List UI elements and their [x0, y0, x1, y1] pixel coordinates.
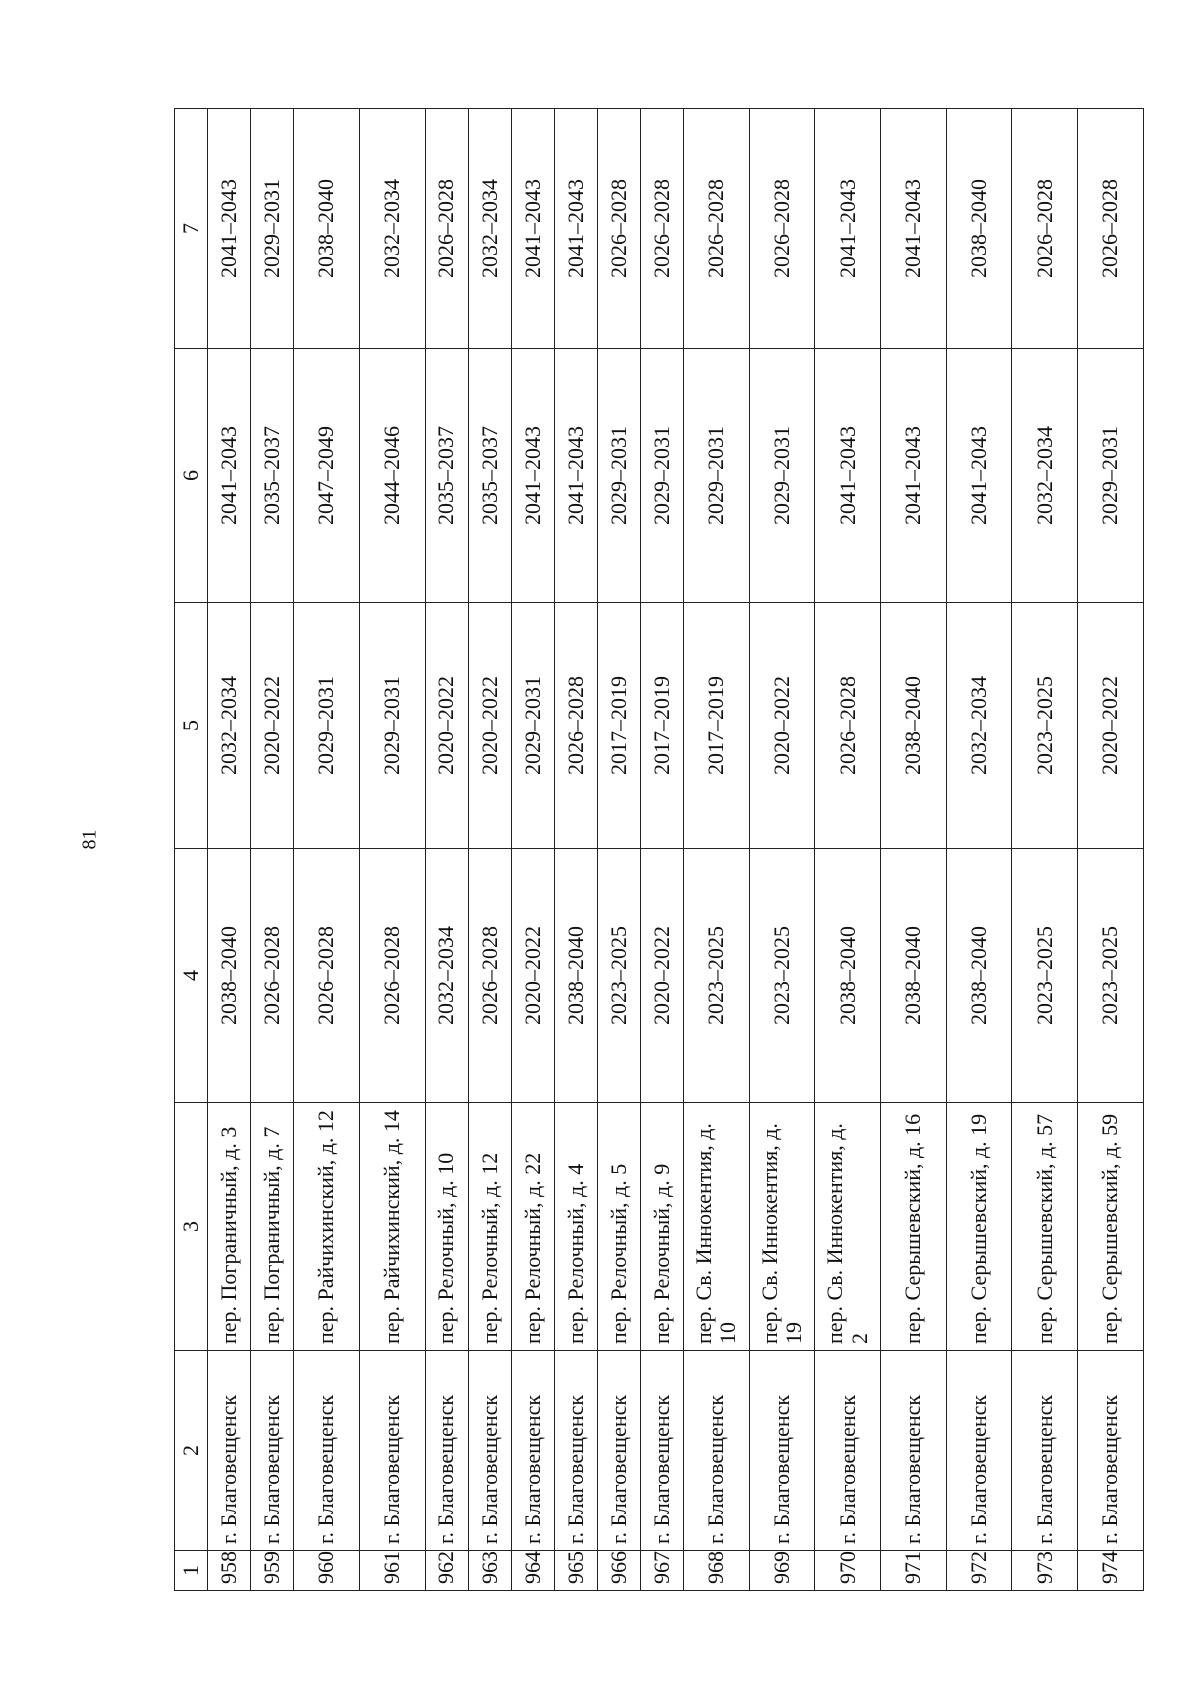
period-cell-5: 2020–2022	[749, 603, 815, 849]
row-number: 972	[946, 1551, 1012, 1591]
row-number: 974	[1078, 1551, 1144, 1591]
period-cell-6: 2035–2037	[251, 349, 294, 603]
city-cell: г. Благовещенск	[468, 1351, 511, 1551]
period-cell-7: 2026–2028	[425, 109, 468, 349]
address-cell: пер. Пограничный, д. 3	[208, 1103, 251, 1351]
address-cell: пер. Серышевский, д. 19	[946, 1103, 1012, 1351]
address-cell: пер. Релочный, д. 5	[597, 1103, 640, 1351]
period-cell-7: 2026–2028	[683, 109, 749, 349]
column-header: 5	[175, 603, 208, 849]
period-cell-7: 2032–2034	[468, 109, 511, 349]
period-cell-4: 2020–2022	[511, 849, 554, 1103]
address-cell: пер. Релочный, д. 4	[554, 1103, 597, 1351]
row-number: 969	[749, 1551, 815, 1591]
table-row	[880, 109, 946, 1591]
period-cell-4: 2026–2028	[468, 849, 511, 1103]
period-cell-4: 2023–2025	[1012, 849, 1078, 1103]
period-cell-4: 2026–2028	[294, 849, 360, 1103]
table-row	[640, 109, 683, 1591]
period-cell-6: 2041–2043	[511, 349, 554, 603]
period-cell-6: 2029–2031	[683, 349, 749, 603]
table-row	[208, 109, 251, 1591]
period-cell-6: 2029–2031	[749, 349, 815, 603]
period-cell-7: 2041–2043	[208, 109, 251, 349]
period-cell-4: 2020–2022	[640, 849, 683, 1103]
period-cell-5: 2026–2028	[554, 603, 597, 849]
column-header: 6	[175, 349, 208, 603]
table-row	[294, 109, 360, 1591]
address-cell: пер. Релочный, д. 22	[511, 1103, 554, 1351]
city-cell: г. Благовещенск	[425, 1351, 468, 1551]
period-cell-7: 2038–2040	[294, 109, 360, 349]
period-cell-6: 2029–2031	[640, 349, 683, 603]
table-row	[359, 109, 425, 1591]
table-row	[946, 109, 1012, 1591]
period-cell-5: 2020–2022	[425, 603, 468, 849]
address-cell: пер. Релочный, д. 9	[640, 1103, 683, 1351]
period-cell-5: 2038–2040	[880, 603, 946, 849]
period-cell-7: 2038–2040	[946, 109, 1012, 349]
city-cell: г. Благовещенск	[359, 1351, 425, 1551]
period-cell-6: 2029–2031	[1078, 349, 1144, 603]
period-cell-4: 2032–2034	[425, 849, 468, 1103]
city-cell: г. Благовещенск	[749, 1351, 815, 1551]
table-row	[683, 109, 749, 1591]
period-cell-6: 2029–2031	[597, 349, 640, 603]
city-cell: г. Благовещенск	[640, 1351, 683, 1551]
period-cell-6: 2047–2049	[294, 349, 360, 603]
city-cell: г. Благовещенск	[815, 1351, 881, 1551]
address-cell: пер. Серышевский, д. 57	[1012, 1103, 1078, 1351]
period-cell-4: 2038–2040	[815, 849, 881, 1103]
row-number: 973	[1012, 1551, 1078, 1591]
table-row	[1078, 109, 1144, 1591]
period-cell-4: 2023–2025	[683, 849, 749, 1103]
period-cell-5: 2026–2028	[815, 603, 881, 849]
address-cell: пер. Св. Иннокентия, д. 2	[815, 1103, 881, 1351]
period-cell-6: 2035–2037	[425, 349, 468, 603]
city-cell: г. Благовещенск	[251, 1351, 294, 1551]
period-cell-4: 2038–2040	[208, 849, 251, 1103]
table-row	[425, 109, 468, 1591]
data-table	[174, 108, 1144, 1591]
column-header: 7	[175, 109, 208, 349]
period-cell-5: 2029–2031	[359, 603, 425, 849]
period-cell-7: 2026–2028	[1012, 109, 1078, 349]
period-cell-7: 2041–2043	[554, 109, 597, 349]
city-cell: г. Благовещенск	[1078, 1351, 1144, 1551]
period-cell-7: 2026–2028	[1078, 109, 1144, 349]
rotated-table-frame	[174, 109, 1144, 1591]
period-cell-4: 2038–2040	[946, 849, 1012, 1103]
period-cell-4: 2023–2025	[749, 849, 815, 1103]
period-cell-4: 2038–2040	[880, 849, 946, 1103]
period-cell-7: 2026–2028	[640, 109, 683, 349]
period-cell-6: 2032–2034	[1012, 349, 1078, 603]
period-cell-5: 2020–2022	[468, 603, 511, 849]
row-number: 968	[683, 1551, 749, 1591]
period-cell-6: 2044–2046	[359, 349, 425, 603]
period-cell-4: 2026–2028	[251, 849, 294, 1103]
period-cell-5: 2029–2031	[294, 603, 360, 849]
address-cell: пер. Пограничный, д. 7	[251, 1103, 294, 1351]
period-cell-4: 2026–2028	[359, 849, 425, 1103]
period-cell-6: 2035–2037	[468, 349, 511, 603]
table-row	[815, 109, 881, 1591]
column-header: 1	[175, 1551, 208, 1591]
city-cell: г. Благовещенск	[880, 1351, 946, 1551]
row-number: 963	[468, 1551, 511, 1591]
address-cell: пер. Релочный, д. 10	[425, 1103, 468, 1351]
address-cell: пер. Серышевский, д. 59	[1078, 1103, 1144, 1351]
column-header: 3	[175, 1103, 208, 1351]
period-cell-7: 2026–2028	[749, 109, 815, 349]
period-cell-7: 2032–2034	[359, 109, 425, 349]
table-row	[749, 109, 815, 1591]
city-cell: г. Благовещенск	[1012, 1351, 1078, 1551]
period-cell-6: 2041–2043	[815, 349, 881, 603]
table-row	[511, 109, 554, 1591]
period-cell-4: 2038–2040	[554, 849, 597, 1103]
row-number: 970	[815, 1551, 881, 1591]
city-cell: г. Благовещенск	[597, 1351, 640, 1551]
row-number: 966	[597, 1551, 640, 1591]
page-number: 81	[78, 829, 101, 850]
city-cell: г. Благовещенск	[946, 1351, 1012, 1551]
period-cell-6: 2041–2043	[208, 349, 251, 603]
period-cell-7: 2041–2043	[815, 109, 881, 349]
period-cell-5: 2020–2022	[251, 603, 294, 849]
period-cell-7: 2029–2031	[251, 109, 294, 349]
period-cell-5: 2032–2034	[208, 603, 251, 849]
table-row	[468, 109, 511, 1591]
table-row	[251, 109, 294, 1591]
address-cell: пер. Св. Иннокентия, д. 19	[749, 1103, 815, 1351]
row-number: 961	[359, 1551, 425, 1591]
period-cell-5: 2017–2019	[597, 603, 640, 849]
table-container	[174, 109, 1144, 1591]
period-cell-5: 2020–2022	[1078, 603, 1144, 849]
address-cell: пер. Серышевский, д. 16	[880, 1103, 946, 1351]
period-cell-7: 2026–2028	[597, 109, 640, 349]
period-cell-6: 2041–2043	[554, 349, 597, 603]
period-cell-5: 2023–2025	[1012, 603, 1078, 849]
table-row	[1012, 109, 1078, 1591]
city-cell: г. Благовещенск	[511, 1351, 554, 1551]
address-cell: пер. Райчихинский, д. 12	[294, 1103, 360, 1351]
period-cell-5: 2032–2034	[946, 603, 1012, 849]
row-number: 959	[251, 1551, 294, 1591]
row-number: 958	[208, 1551, 251, 1591]
row-number: 964	[511, 1551, 554, 1591]
period-cell-6: 2041–2043	[946, 349, 1012, 603]
period-cell-7: 2041–2043	[880, 109, 946, 349]
city-cell: г. Благовещенск	[208, 1351, 251, 1551]
city-cell: г. Благовещенск	[683, 1351, 749, 1551]
address-cell: пер. Релочный, д. 12	[468, 1103, 511, 1351]
header-row	[175, 109, 208, 1591]
address-cell: пер. Райчихинский, д. 14	[359, 1103, 425, 1351]
period-cell-6: 2041–2043	[880, 349, 946, 603]
period-cell-5: 2029–2031	[511, 603, 554, 849]
row-number: 965	[554, 1551, 597, 1591]
row-number: 967	[640, 1551, 683, 1591]
table-body	[208, 109, 1144, 1591]
period-cell-5: 2017–2019	[683, 603, 749, 849]
column-header: 2	[175, 1351, 208, 1551]
row-number: 962	[425, 1551, 468, 1591]
period-cell-7: 2041–2043	[511, 109, 554, 349]
city-cell: г. Благовещенск	[294, 1351, 360, 1551]
table-row	[554, 109, 597, 1591]
table-row	[597, 109, 640, 1591]
address-cell: пер. Св. Иннокентия, д. 10	[683, 1103, 749, 1351]
period-cell-4: 2023–2025	[1078, 849, 1144, 1103]
period-cell-5: 2017–2019	[640, 603, 683, 849]
row-number: 971	[880, 1551, 946, 1591]
column-header: 4	[175, 849, 208, 1103]
row-number: 960	[294, 1551, 360, 1591]
period-cell-4: 2023–2025	[597, 849, 640, 1103]
city-cell: г. Благовещенск	[554, 1351, 597, 1551]
